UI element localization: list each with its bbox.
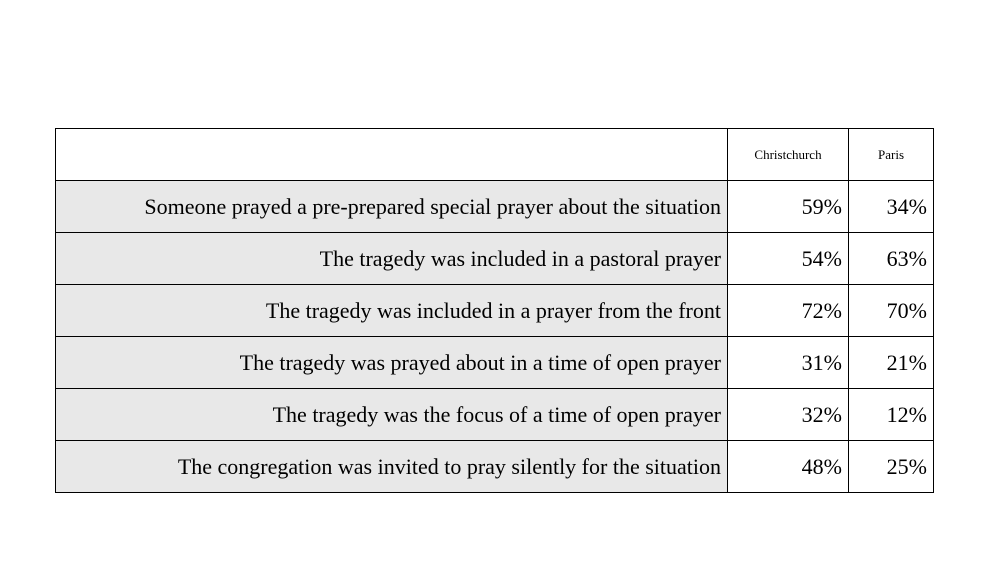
christchurch-value: 32% [728, 389, 849, 441]
row-label: The tragedy was included in a pastoral prayer [56, 233, 728, 285]
paris-value: 63% [849, 233, 934, 285]
paris-value: 70% [849, 285, 934, 337]
row-label: The tragedy was prayed about in a time of open prayer [56, 337, 728, 389]
column-header-paris: Paris [849, 129, 934, 181]
column-header-christchurch: Christchurch [728, 129, 849, 181]
table-row [56, 389, 934, 441]
table-row [56, 441, 934, 493]
christchurch-value: 72% [728, 285, 849, 337]
christchurch-value: 54% [728, 233, 849, 285]
christchurch-value: 31% [728, 337, 849, 389]
row-label: Someone prayed a pre-prepared special prayer about the situation [56, 181, 728, 233]
paris-value: 34% [849, 181, 934, 233]
header-row [56, 129, 934, 181]
paris-value: 21% [849, 337, 934, 389]
row-label: The congregation was invited to pray silently for the situation [56, 441, 728, 493]
row-label: The tragedy was the focus of a time of open prayer [56, 389, 728, 441]
header-blank-cell [56, 129, 728, 181]
table-row [56, 233, 934, 285]
prayer-comparison-table [55, 128, 934, 493]
paris-value: 12% [849, 389, 934, 441]
table-row [56, 285, 934, 337]
paris-value: 25% [849, 441, 934, 493]
table-row [56, 181, 934, 233]
christchurch-value: 59% [728, 181, 849, 233]
row-label: The tragedy was included in a prayer from the front [56, 285, 728, 337]
table-row [56, 337, 934, 389]
christchurch-value: 48% [728, 441, 849, 493]
